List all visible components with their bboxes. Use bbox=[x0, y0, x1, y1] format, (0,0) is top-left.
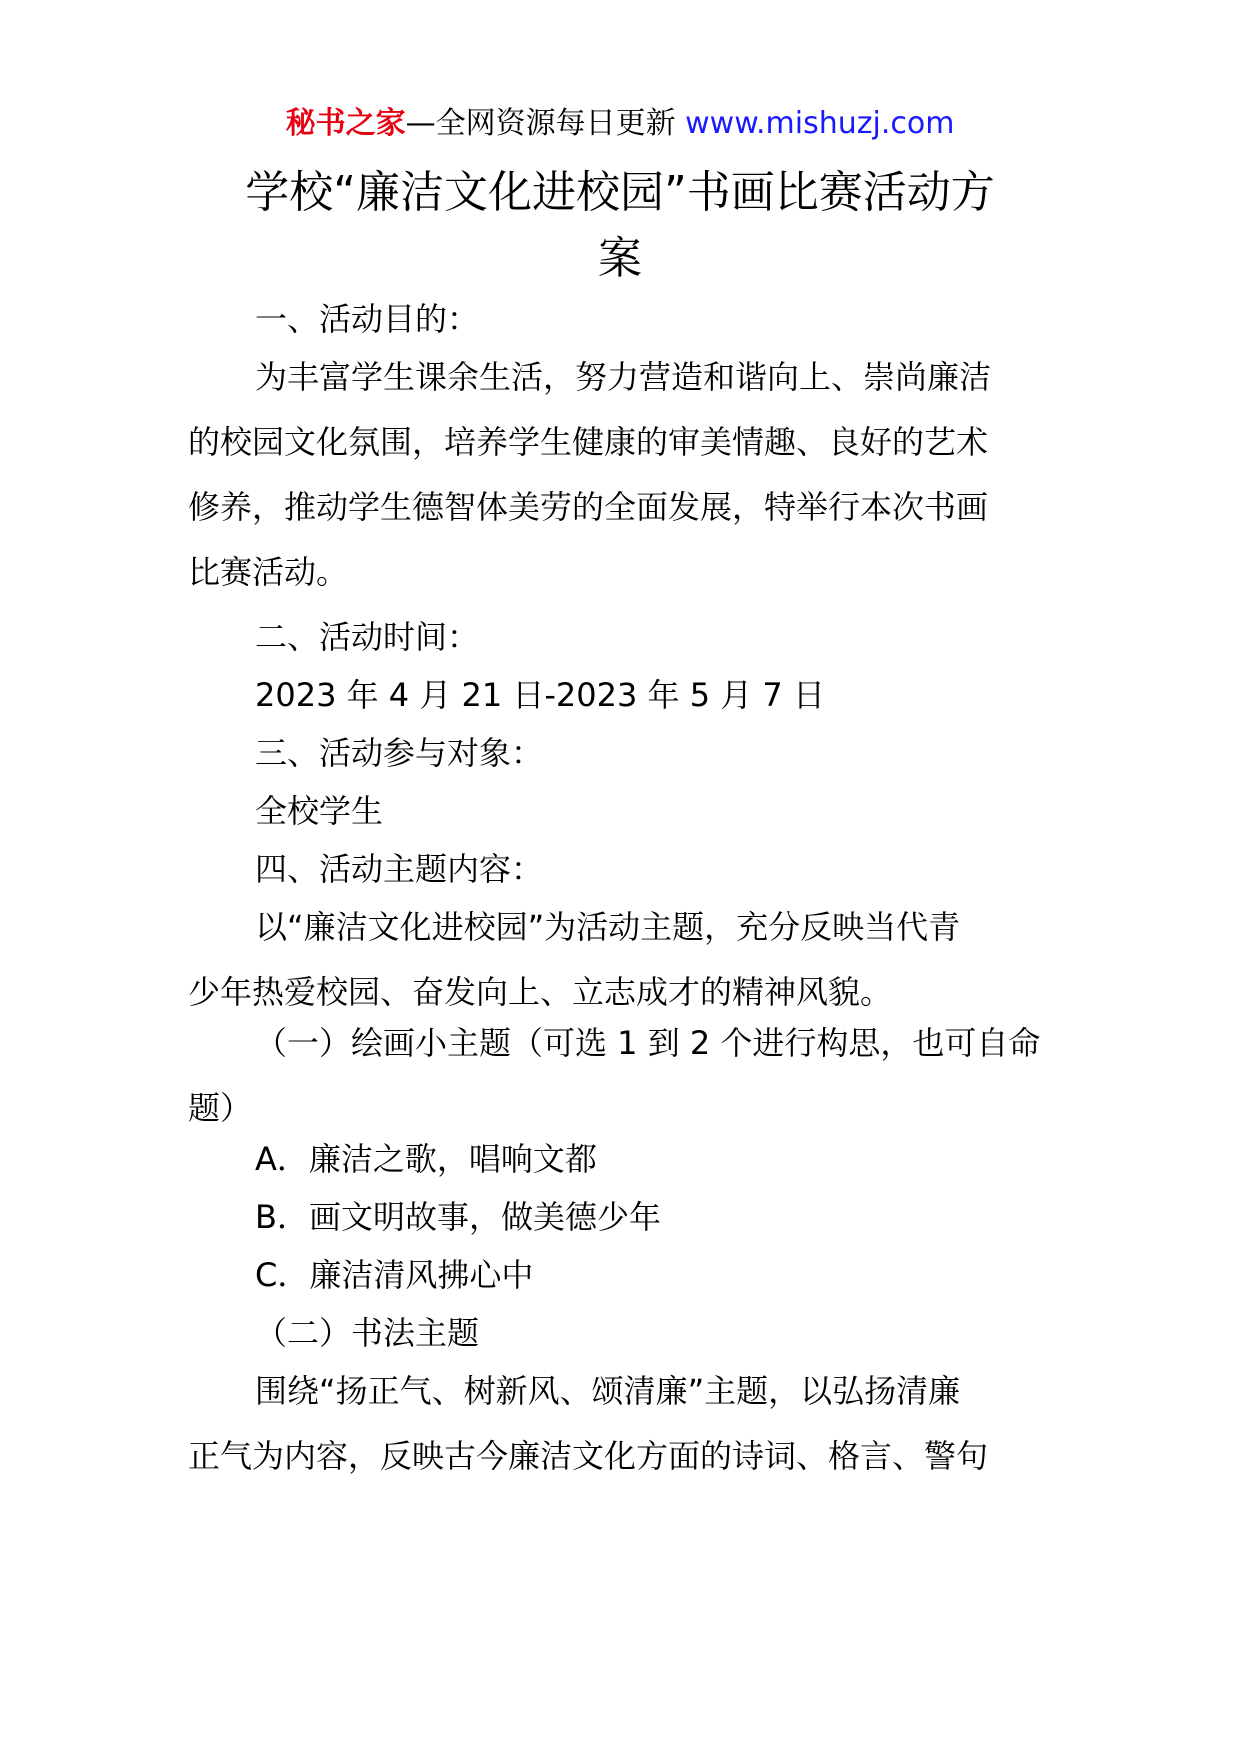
document-title bbox=[188, 160, 1052, 292]
paragraph-line: （一）绘画小主题（可选 1 到 2 个进行构思，也可自命 bbox=[255, 1024, 1041, 1062]
paragraph bbox=[188, 345, 1060, 605]
header-tagline: —全网资源每日更新 bbox=[405, 106, 676, 141]
list-item: C．廉洁清风拂心中 bbox=[255, 1256, 534, 1294]
subsection-heading bbox=[188, 1011, 1060, 1141]
subsection-heading: （二）书法主题 bbox=[255, 1314, 480, 1352]
section-heading: 二、活动时间： bbox=[255, 618, 480, 656]
date-range: 2023 年 4 月 21 日-2023 年 5 月 7 日 bbox=[255, 676, 825, 714]
paragraph-line: 比赛活动。 bbox=[188, 553, 349, 591]
paragraph-line: 正气为内容，反映古今廉洁文化方面的诗词、格言、警句 bbox=[188, 1437, 989, 1475]
list-item: B．画文明故事，做美德少年 bbox=[255, 1198, 661, 1236]
site-header bbox=[0, 100, 1240, 148]
site-url-link[interactable]: www.mishuzj.com bbox=[685, 106, 955, 141]
paragraph-line: 围绕“扬正气、树新风、颂清廉”主题，以弘扬清廉 bbox=[255, 1372, 961, 1410]
paragraph-line: 题） bbox=[188, 1089, 253, 1127]
section-heading: 一、活动目的： bbox=[255, 300, 480, 338]
brand-name: 秘书之家 bbox=[285, 106, 406, 141]
section-heading: 三、活动参与对象： bbox=[255, 734, 544, 772]
paragraph-line: 少年热爱校园、奋发向上、立志成才的精神风貌。 bbox=[188, 973, 893, 1011]
paragraph-line: 以“廉洁文化进校园”为活动主题，充分反映当代青 bbox=[255, 908, 961, 946]
title-line: 学校“廉洁文化进校园”书画比赛活动方 bbox=[245, 167, 995, 218]
paragraph-line: 为丰富学生课余生活，努力营造和谐向上、崇尚廉洁 bbox=[255, 358, 992, 396]
section-heading: 四、活动主题内容： bbox=[255, 850, 544, 888]
paragraph-line: 修养，推动学生德智体美劳的全面发展，特举行本次书画 bbox=[188, 488, 989, 526]
list-item: A．廉洁之歌，唱响文都 bbox=[255, 1140, 597, 1178]
paragraph bbox=[188, 895, 1060, 1025]
paragraph-line: 的校园文化氛围，培养学生健康的审美情趣、良好的艺术 bbox=[188, 423, 989, 461]
paragraph: 全校学生 bbox=[255, 792, 384, 830]
title-line: 案 bbox=[598, 233, 642, 284]
paragraph bbox=[188, 1359, 1060, 1489]
